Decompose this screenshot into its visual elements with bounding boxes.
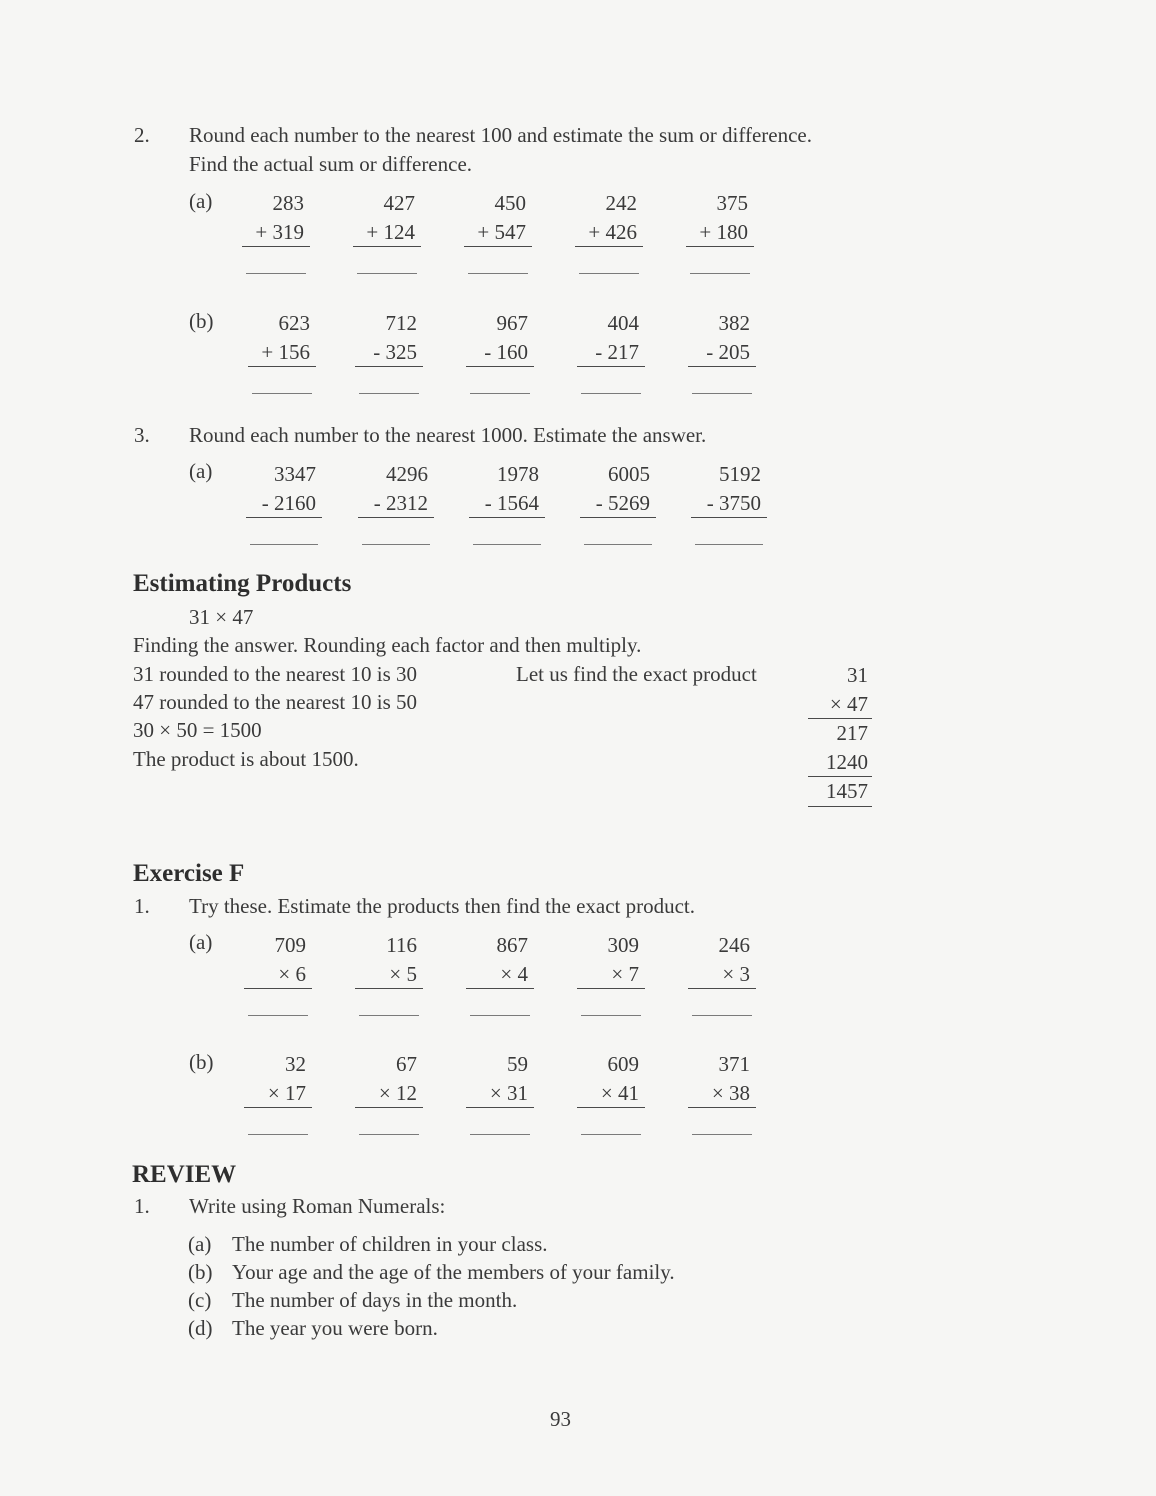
review-item-text-c: The number of days in the month. [232, 1288, 518, 1312]
answer-line[interactable] [692, 393, 752, 394]
problem-operand: × 7 [577, 960, 645, 989]
q2a-problem-2 [343, 189, 421, 274]
exf-b-problem-4 [567, 1050, 645, 1135]
q2-number: 2. [134, 123, 150, 147]
estimating-line-4: The product is about 1500. [133, 747, 359, 771]
problem-operand: - 205 [688, 338, 756, 367]
exf-a-problem-4 [567, 931, 645, 1016]
problem-operand: × 3 [688, 960, 756, 989]
problem-operand: - 2312 [358, 489, 434, 518]
problem-operand: × 6 [244, 960, 312, 989]
answer-line[interactable] [695, 544, 763, 545]
problem-top: 246 [718, 933, 750, 957]
review-heading: REVIEW [132, 1161, 237, 1188]
problem-operand: + 426 [575, 218, 643, 247]
mult-multiplier: × 47 [808, 690, 872, 720]
exf-a-problem-3 [456, 931, 534, 1016]
mult-partial-1: 217 [836, 721, 868, 745]
answer-line[interactable] [362, 544, 430, 545]
problem-top: 283 [272, 191, 304, 215]
exf-b-problem-5 [678, 1050, 756, 1135]
q3a-label: (a) [189, 459, 213, 483]
page-number: 93 [550, 1407, 571, 1431]
problem-operand: - 5269 [580, 489, 656, 518]
q3-instruction: Round each number to the nearest 1000. Estimate the answer. [189, 423, 707, 447]
problem-top: 375 [716, 191, 748, 215]
answer-line[interactable] [470, 1015, 530, 1016]
exact-product-multiplication [808, 661, 872, 807]
q2-instruction-line1: Round each number to the nearest 100 and estimate the sum or difference. [189, 123, 812, 147]
answer-line[interactable] [692, 1134, 752, 1135]
answer-line[interactable] [473, 544, 541, 545]
problem-operand: + 156 [248, 338, 316, 367]
problem-operand: × 38 [688, 1079, 756, 1108]
exercise-f-heading: Exercise F [133, 860, 245, 887]
problem-top: 1978 [497, 462, 539, 486]
problem-top: 967 [496, 311, 528, 335]
answer-line[interactable] [250, 544, 318, 545]
answer-line[interactable] [252, 393, 312, 394]
review-item-text-d: The year you were born. [232, 1316, 438, 1340]
q2b-problem-3 [456, 309, 534, 394]
problem-top: 59 [507, 1052, 528, 1076]
estimating-intro: Finding the answer. Rounding each factor and then multiply. [133, 633, 642, 657]
problem-operand: × 17 [244, 1079, 312, 1108]
problem-operand: - 3750 [691, 489, 767, 518]
q3a-problem-3 [459, 460, 545, 545]
answer-line[interactable] [359, 1015, 419, 1016]
answer-line[interactable] [357, 273, 417, 274]
estimating-line-3: 30 × 50 = 1500 [133, 718, 262, 742]
answer-line[interactable] [359, 1134, 419, 1135]
problem-operand: × 31 [466, 1079, 534, 1108]
exf-b-label: (b) [189, 1050, 214, 1074]
answer-line[interactable] [468, 273, 528, 274]
exf-a-problem-2 [345, 931, 423, 1016]
estimating-line-1: 31 rounded to the nearest 10 is 30 [133, 662, 418, 686]
answer-line[interactable] [579, 273, 639, 274]
problem-operand: - 1564 [469, 489, 545, 518]
answer-line[interactable] [248, 1015, 308, 1016]
review-item-label-d: (d) [188, 1316, 213, 1340]
q2b-problem-1 [238, 309, 316, 394]
problem-top: 4296 [386, 462, 428, 486]
q3a-problem-5 [681, 460, 767, 545]
answer-line[interactable] [246, 273, 306, 274]
problem-top: 371 [718, 1052, 750, 1076]
problem-operand: × 5 [355, 960, 423, 989]
problem-operand: - 2160 [246, 489, 322, 518]
problem-operand: × 41 [577, 1079, 645, 1108]
q2b-problem-2 [345, 309, 423, 394]
mult-partial-2: 1240 [808, 748, 872, 778]
answer-line[interactable] [584, 544, 652, 545]
problem-operand: + 319 [242, 218, 310, 247]
problem-top: 404 [607, 311, 639, 335]
answer-line[interactable] [581, 1015, 641, 1016]
q2b-problem-5 [678, 309, 756, 394]
review-item-text-b: Your age and the age of the members of your family. [232, 1260, 675, 1284]
q3a-problem-1 [236, 460, 322, 545]
problem-top: 623 [278, 311, 310, 335]
problem-top: 712 [385, 311, 417, 335]
problem-top: 427 [383, 191, 415, 215]
q2a-problem-1 [232, 189, 310, 274]
exf-b-problem-3 [456, 1050, 534, 1135]
problem-top: 32 [285, 1052, 306, 1076]
answer-line[interactable] [470, 1134, 530, 1135]
answer-line[interactable] [359, 393, 419, 394]
q2-instruction-line2: Find the actual sum or difference. [189, 152, 473, 176]
answer-line[interactable] [248, 1134, 308, 1135]
review-item-label-c: (c) [188, 1288, 212, 1312]
problem-top: 867 [496, 933, 528, 957]
problem-operand: + 547 [464, 218, 532, 247]
problem-operand: - 325 [355, 338, 423, 367]
problem-operand: + 124 [353, 218, 421, 247]
problem-top: 6005 [608, 462, 650, 486]
answer-line[interactable] [581, 1134, 641, 1135]
review-item-text-a: The number of children in your class. [232, 1232, 548, 1256]
exercise-f-number: 1. [134, 894, 150, 918]
problem-operand: × 4 [466, 960, 534, 989]
exercise-f-instruction: Try these. Estimate the products then find the exact product. [189, 894, 696, 918]
answer-line[interactable] [692, 1015, 752, 1016]
estimating-heading: Estimating Products [133, 570, 352, 597]
exf-a-label: (a) [189, 930, 213, 954]
problem-operand: - 160 [466, 338, 534, 367]
problem-top: 382 [718, 311, 750, 335]
problem-top: 450 [494, 191, 526, 215]
problem-top: 67 [396, 1052, 417, 1076]
review-number: 1. [134, 1194, 150, 1218]
q2a-problem-3 [454, 189, 532, 274]
q2b-problem-4 [567, 309, 645, 394]
mult-multiplicand: 31 [847, 663, 868, 687]
problem-top: 609 [607, 1052, 639, 1076]
q3a-problem-2 [348, 460, 434, 545]
review-item-label-b: (b) [188, 1260, 213, 1284]
exf-b-problem-1 [234, 1050, 312, 1135]
q2a-label: (a) [189, 189, 213, 213]
problem-top: 3347 [274, 462, 316, 486]
estimating-expression: 31 × 47 [189, 605, 254, 629]
q2a-problem-4 [565, 189, 643, 274]
review-instruction: Write using Roman Numerals: [189, 1194, 446, 1218]
problem-top: 309 [607, 933, 639, 957]
q2b-label: (b) [189, 309, 214, 333]
q3a-problem-4 [570, 460, 656, 545]
exf-a-problem-5 [678, 931, 756, 1016]
problem-operand: - 217 [577, 338, 645, 367]
mult-product: 1457 [808, 777, 872, 807]
problem-operand: + 180 [686, 218, 754, 247]
answer-line[interactable] [470, 393, 530, 394]
problem-top: 5192 [719, 462, 761, 486]
problem-top: 116 [386, 933, 417, 957]
q2a-problem-5 [676, 189, 754, 274]
problem-operand: × 12 [355, 1079, 423, 1108]
answer-line[interactable] [581, 393, 641, 394]
exf-b-problem-2 [345, 1050, 423, 1135]
exf-a-problem-1 [234, 931, 312, 1016]
problem-top: 709 [274, 933, 306, 957]
problem-top: 242 [605, 191, 637, 215]
review-item-label-a: (a) [188, 1232, 212, 1256]
exact-product-label: Let us find the exact product [516, 662, 757, 686]
estimating-line-2: 47 rounded to the nearest 10 is 50 [133, 690, 418, 714]
q3-number: 3. [134, 423, 150, 447]
answer-line[interactable] [690, 273, 750, 274]
